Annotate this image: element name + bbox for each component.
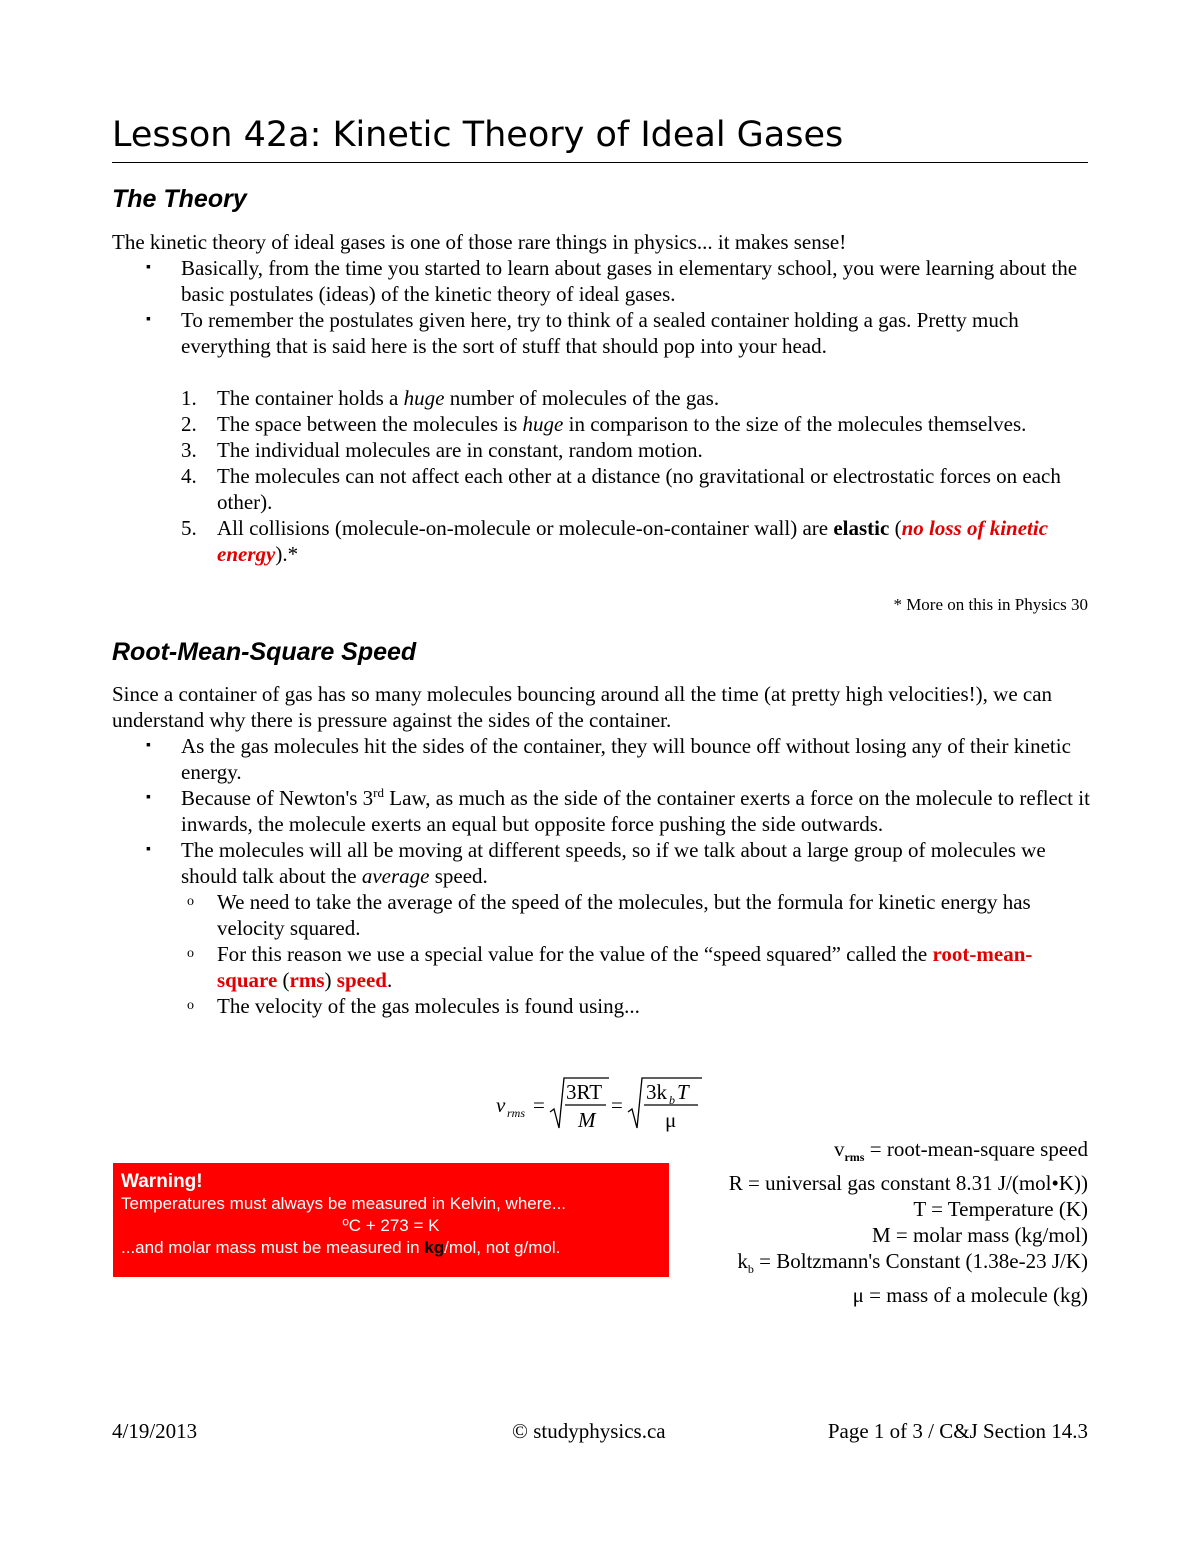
section-heading-rms: Root-Mean-Square Speed <box>112 638 417 666</box>
rms-formula <box>496 1074 716 1134</box>
bullet-icon: ▪ <box>146 260 151 275</box>
list-item: 3. The individual molecules are in constant, random motion. <box>181 438 703 462</box>
formula-den1: M <box>578 1108 596 1132</box>
formula-num2-sub: b <box>669 1093 675 1107</box>
formula-den2: μ <box>665 1108 677 1132</box>
bullet-icon: ▪ <box>146 790 151 805</box>
legend-row: T = Temperature (K) <box>913 1197 1088 1222</box>
list-item: o We need to take the average of the speed of the molecules, but the formula for kinetic energy has velocity squared. <box>187 890 1031 940</box>
footer-site: © studyphysics.ca <box>512 1419 666 1443</box>
footer-page: Page 1 of 3 / C&J Section 14.3 <box>827 1419 1088 1443</box>
theory-bullet-list <box>112 255 1092 359</box>
legend-row: $k_b$ = Boltzmann's Constant (1.38e-23 J/K) <box>737 1249 1088 1277</box>
rms-sub-list <box>181 889 1092 1019</box>
footer-date: 4/19/2013 <box>112 1419 198 1443</box>
list-item: 1. The container holds a huge number of molecules of the gas. <box>181 386 720 410</box>
rms-bullet-list <box>112 733 1092 1019</box>
list-item: 4. The molecules can not affect each other at a distance (no gravitational or electrostatic forces on each other). <box>181 464 1061 514</box>
list-item: ▪ Basically, from the time you started to learn about gases in elementary school, you were learning about the basic postulates (ideas) of the kinetic theory of ideal gases. <box>146 256 1078 306</box>
bullet-icon: ▪ <box>146 312 151 327</box>
legend-row: μ = mass of a molecule (kg) <box>852 1283 1088 1308</box>
formula-equals-1: = <box>533 1093 545 1117</box>
warning-heading: Warning! <box>121 1171 203 1192</box>
sub-bullet-icon: o <box>187 946 194 961</box>
page-footer <box>112 1418 1088 1444</box>
warning-line-1: Temperatures must always be measured in Kelvin, where... <box>121 1194 567 1213</box>
warning-line-2: ºC + 273 = K <box>342 1216 440 1235</box>
bullet-icon: ▪ <box>146 842 151 857</box>
list-item: ▪ The molecules will all be moving at different speeds, so if we talk about a large group of molecules we should talk about the average speed. o We need to take the average of the speed of the molecules, but the formula for kinetic energy has velocity squared. o For this reason we use a special value for the value of the “speed squared” called the root-mean-square (rms) speed. o The velocity of the gas molecules is found using... <box>112 837 1092 1019</box>
list-item: ▪ As the gas molecules hit the sides of the container, they will bounce off without losing any of their kinetic energy. <box>146 734 1071 784</box>
formula-equals-2: = <box>611 1093 623 1117</box>
list-item: ▪ To remember the postulates given here, try to think of a sealed container holding a gas. Pretty much everything that is said here is the sort of stuff that should pop into your head. <box>146 308 1019 358</box>
list-item: 2. The space between the molecules is huge in comparison to the size of the molecules themselves. <box>181 412 1027 436</box>
section-heading-theory: The Theory <box>112 185 247 213</box>
list-item: o The velocity of the gas molecules is found using... <box>187 994 640 1018</box>
formula-rms: rms <box>507 1106 526 1120</box>
formula-v: v <box>496 1093 506 1117</box>
page-title: Lesson 42a: Kinetic Theory of Ideal Gases <box>112 112 1088 163</box>
formula-num2-b: T <box>677 1080 689 1104</box>
sub-bullet-icon: o <box>187 894 194 909</box>
formula-num2-a: 3k <box>646 1080 667 1104</box>
formula-num1: 3RT <box>566 1080 603 1104</box>
variable-legend <box>729 1136 1088 1308</box>
list-item: o For this reason we use a special value for the value of the “speed squared” called the root-mean-square (rms) speed. <box>187 942 1033 992</box>
warning-line-3: ...and molar mass must be measured in kg/mol, not g/mol. <box>121 1238 561 1257</box>
warning-box <box>113 1163 669 1277</box>
bullet-icon: ▪ <box>146 738 151 753</box>
legend-row: R = universal gas constant 8.31 J/(mol•K)) <box>728 1171 1088 1196</box>
footnote: * More on this in Physics 30 <box>893 595 1088 614</box>
legend-row: M = molar mass (kg/mol) <box>871 1223 1088 1248</box>
list-item: ▪ Because of Newton's 3rd Law, as much as the side of the container exerts a force on the molecule to reflect it inwards, the molecule exerts an equal but opposite force pushing the side outwards. <box>146 785 1090 836</box>
rms-intro: Since a container of gas has so many molecules bouncing around all the time (at pretty high velocities!), we can understand why there is pressure against the sides of the container. <box>112 682 1053 732</box>
legend-row: $v_{rms}$ = root-mean-square speed <box>833 1137 1088 1165</box>
sub-bullet-icon: o <box>187 998 194 1013</box>
theory-intro: The kinetic theory of ideal gases is one of those rare things in physics... it makes sense! <box>112 230 847 254</box>
postulate-list <box>112 385 1092 567</box>
list-item: 5. All collisions (molecule-on-molecule or molecule-on-container wall) are elastic (no loss of kinetic energy).* <box>181 516 1049 566</box>
